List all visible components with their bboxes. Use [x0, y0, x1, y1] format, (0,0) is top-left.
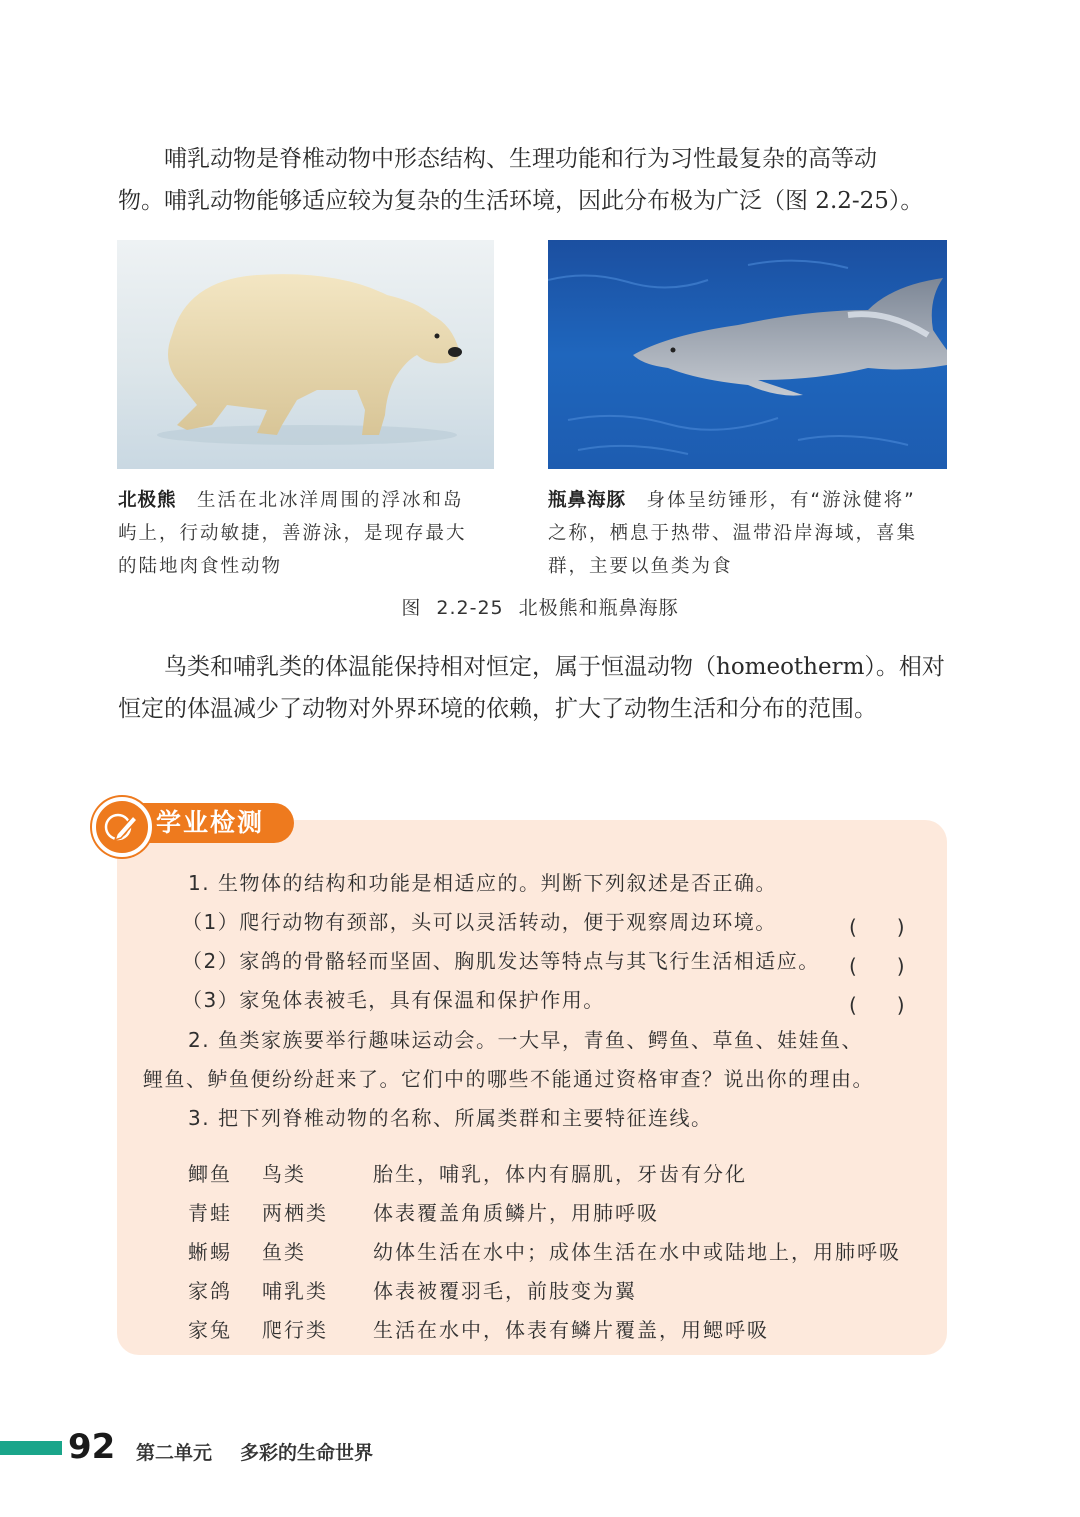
feature-text[interactable]: 体表覆盖角质鳞片，用肺呼吸 — [373, 1201, 659, 1225]
answer-blank[interactable]: ( ) — [849, 993, 905, 1017]
caption-name: 北极熊 — [118, 490, 177, 511]
feature-text[interactable]: 体表被覆羽毛，前肢变为翼 — [373, 1279, 637, 1303]
bottlenose-dolphin-photo — [548, 240, 947, 469]
text-line: 哺乳动物是脊椎动物中形态结构、生理功能和行为习性最复杂的高等动 — [118, 146, 877, 172]
feature-text[interactable]: 幼体生活在水中；成体生活在水中或陆地上，用肺呼吸 — [373, 1240, 901, 1264]
question-2: 鲤鱼、鲈鱼便纷纷赶来了。它们中的哪些不能通过资格审查？说出你的理由。 — [143, 1067, 874, 1091]
quiz-badge — [128, 803, 294, 843]
question-1-item: （1）爬行动物有颈部，头可以灵活转动，便于观察周边环境。 — [182, 910, 777, 934]
animal-name[interactable]: 蜥蜴 — [188, 1240, 232, 1264]
text-line: 物。哺乳动物能够适应较为复杂的生活环境，因此分布极为广泛（图 2.2-25）。 — [118, 188, 924, 214]
pencil-icon — [103, 808, 141, 846]
text-line: 鸟类和哺乳类的体温能保持相对恒定，属于恒温动物（homeotherm）。相对 — [118, 654, 945, 680]
unit-title: 多彩的生命世界 — [240, 1442, 374, 1464]
caption-text: 群，主要以鱼类为食 — [548, 556, 733, 577]
feature-text[interactable]: 生活在水中，体表有鳞片覆盖，用鳃呼吸 — [373, 1318, 769, 1342]
animal-name[interactable]: 家兔 — [188, 1318, 232, 1342]
question-1: 1. 生物体的结构和功能是相适应的。判断下列叙述是否正确。 — [188, 871, 777, 895]
polar-bear-caption — [118, 484, 496, 583]
question-1-item: （2）家鸽的骨骼轻而坚固、胸肌发达等特点与其飞行生活相适应。 — [182, 949, 820, 973]
text-line: 恒定的体温减少了动物对外界环境的依赖，扩大了动物生活和分布的范围。 — [118, 696, 877, 722]
question-1-item: （3）家兔体表被毛，具有保温和保护作用。 — [182, 988, 605, 1012]
animal-name[interactable]: 家鸽 — [188, 1279, 232, 1303]
group-name[interactable]: 哺乳类 — [262, 1279, 328, 1303]
caption-text: 生活在北冰洋周围的浮冰和岛 — [197, 490, 464, 511]
caption-text: 的陆地肉食性动物 — [118, 556, 283, 577]
animal-name[interactable]: 青蛙 — [188, 1201, 232, 1225]
intro-paragraph — [118, 138, 948, 222]
answer-blank[interactable]: ( ) — [849, 915, 905, 939]
quiz-badge-label: 学业检测 — [156, 808, 265, 837]
group-name[interactable]: 两栖类 — [262, 1201, 328, 1225]
question-3: 3. 把下列脊椎动物的名称、所属类群和主要特征连线。 — [188, 1106, 713, 1130]
group-name[interactable]: 鸟类 — [262, 1162, 306, 1186]
group-name[interactable]: 鱼类 — [262, 1240, 306, 1264]
animal-name[interactable]: 鲫鱼 — [188, 1162, 232, 1186]
answer-blank[interactable]: ( ) — [849, 954, 905, 978]
group-name[interactable]: 爬行类 — [262, 1318, 328, 1342]
question-2: 2. 鱼类家族要举行趣味运动会。一大早，青鱼、鳄鱼、草鱼、娃娃鱼、 — [188, 1028, 863, 1052]
caption-name: 瓶鼻海豚 — [548, 490, 627, 511]
caption-text: 屿上，行动敏捷，善游泳，是现存最大 — [118, 523, 467, 544]
unit-label: 第二单元 — [136, 1442, 213, 1464]
caption-text: 身体呈纺锤形，有“游泳健将” — [646, 490, 916, 511]
footer-accent-bar — [0, 1441, 62, 1455]
polar-bear-photo — [117, 240, 494, 469]
feature-text[interactable]: 胎生，哺乳，体内有膈肌，牙齿有分化 — [373, 1162, 747, 1186]
caption-text: 之称，栖息于热带、温带沿岸海域，喜集 — [548, 523, 918, 544]
page-number: 92 — [68, 1427, 116, 1467]
homeotherm-paragraph — [118, 646, 948, 730]
figure-title: 图 2.2-25 北极熊和瓶鼻海豚 — [401, 597, 679, 619]
dolphin-caption — [548, 484, 948, 583]
